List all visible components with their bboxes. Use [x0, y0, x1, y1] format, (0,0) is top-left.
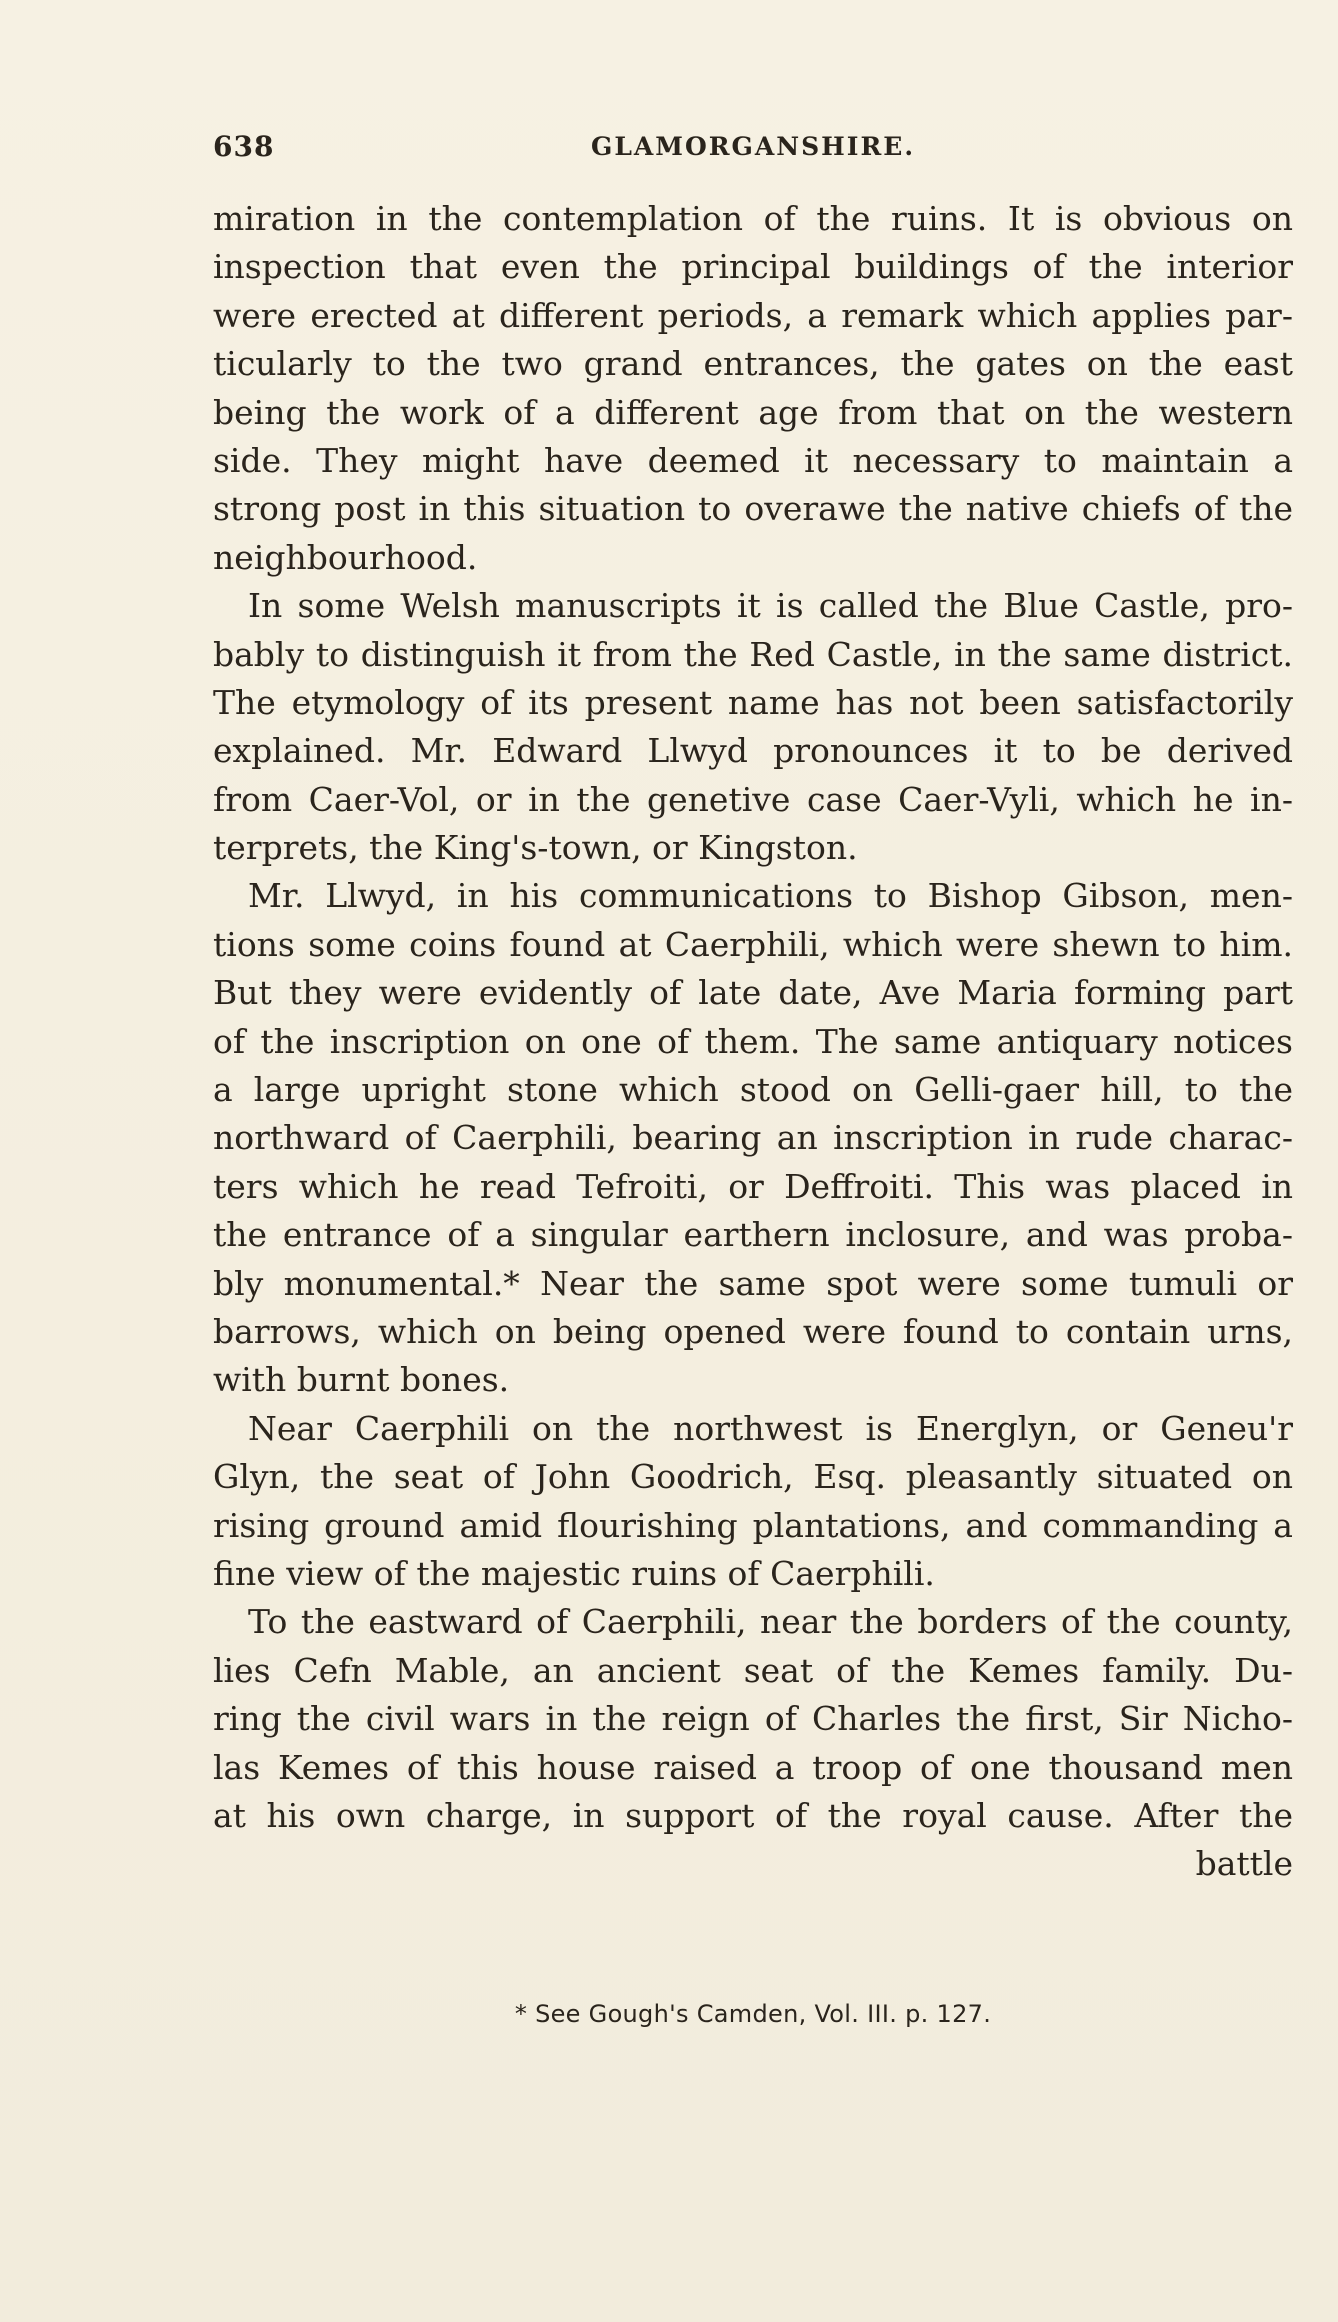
- text-line: the entrance of a singular earthern inclosure, and was proba-: [213, 1215, 1293, 1255]
- text-line: inspection that even the principal buildings of the interior: [213, 247, 1293, 287]
- text-line: tions some coins found at Caerphili, which were shewn to him.: [213, 924, 1293, 964]
- text-line: Near Caerphili on the northwest is Energlyn, or Geneu'r: [248, 1408, 1293, 1448]
- page-number: 638: [213, 130, 275, 163]
- body-text: [213, 195, 1293, 1889]
- text-line: northward of Caerphili, bearing an inscription in rude charac-: [213, 1118, 1293, 1158]
- text-line: barrows, which on being opened were found to contain urns,: [213, 1311, 1293, 1351]
- text-line: being the work of a different age from that on the western: [213, 392, 1293, 432]
- footnote: * See Gough's Camden, Vol. III. p. 127.: [514, 2000, 992, 2028]
- text-line: were erected at different periods, a remark which applies par-: [213, 295, 1293, 335]
- text-line: ters which he read Tefroiti, or Deffroiti. This was placed in: [213, 1166, 1293, 1206]
- text-line: lies Cefn Mable, an ancient seat of the Kemes family. Du-: [213, 1650, 1293, 1690]
- text-line: ticularly to the two grand entrances, the gates on the east: [213, 344, 1293, 384]
- text-line: To the eastward of Caerphili, near the borders of the county,: [248, 1602, 1293, 1642]
- text-line: Glyn, the seat of John Goodrich, Esq. pleasantly situated on: [213, 1457, 1293, 1497]
- text-line: rising ground amid flourishing plantations, and commanding a: [213, 1505, 1293, 1545]
- text-line: of the inscription on one of them. The same antiquary notices: [213, 1021, 1293, 1061]
- text-line: ring the civil wars in the reign of Charles the first, Sir Nicho-: [213, 1699, 1293, 1739]
- running-head: GLAMORGANSHIRE.: [590, 132, 916, 161]
- text-line: neighbourhood.: [213, 537, 478, 577]
- text-line: Mr. Llwyd, in his communications to Bishop Gibson, men-: [248, 876, 1293, 916]
- text-line: The etymology of its present name has not been satisfactorily: [213, 682, 1293, 722]
- text-line: But they were evidently of late date, Ave Maria forming part: [213, 973, 1293, 1013]
- text-line: In some Welsh manuscripts it is called the Blue Castle, pro-: [248, 586, 1293, 626]
- text-line: miration in the contemplation of the ruins. It is obvious on: [213, 199, 1293, 238]
- text-line: at his own charge, in support of the royal cause. After the: [213, 1795, 1293, 1835]
- text-line: side. They might have deemed it necessary to maintain a: [213, 440, 1293, 480]
- text-line: from Caer-Vol, or in the genetive case Caer-Vyli, which he in-: [213, 779, 1293, 819]
- text-line: terprets, the King's-town, or Kingston.: [213, 828, 858, 868]
- text-line: strong post in this situation to overawe the native chiefs of the: [213, 489, 1293, 529]
- text-line: fine view of the majestic ruins of Caerphili.: [213, 1553, 935, 1593]
- text-line: bly monumental.* Near the same spot were some tumuli or: [213, 1263, 1293, 1303]
- text-line: explained. Mr. Edward Llwyd pronounces it to be derived: [213, 731, 1293, 771]
- text-line: bably to distinguish it from the Red Castle, in the same district.: [213, 634, 1293, 674]
- text-line: las Kemes of this house raised a troop of one thousand men: [213, 1747, 1293, 1787]
- text-line: a large upright stone which stood on Gelli-gaer hill, to the: [213, 1070, 1293, 1110]
- page-header: [213, 130, 1293, 170]
- text-line: with burnt bones.: [213, 1360, 510, 1400]
- catchword: battle: [1195, 1844, 1293, 1884]
